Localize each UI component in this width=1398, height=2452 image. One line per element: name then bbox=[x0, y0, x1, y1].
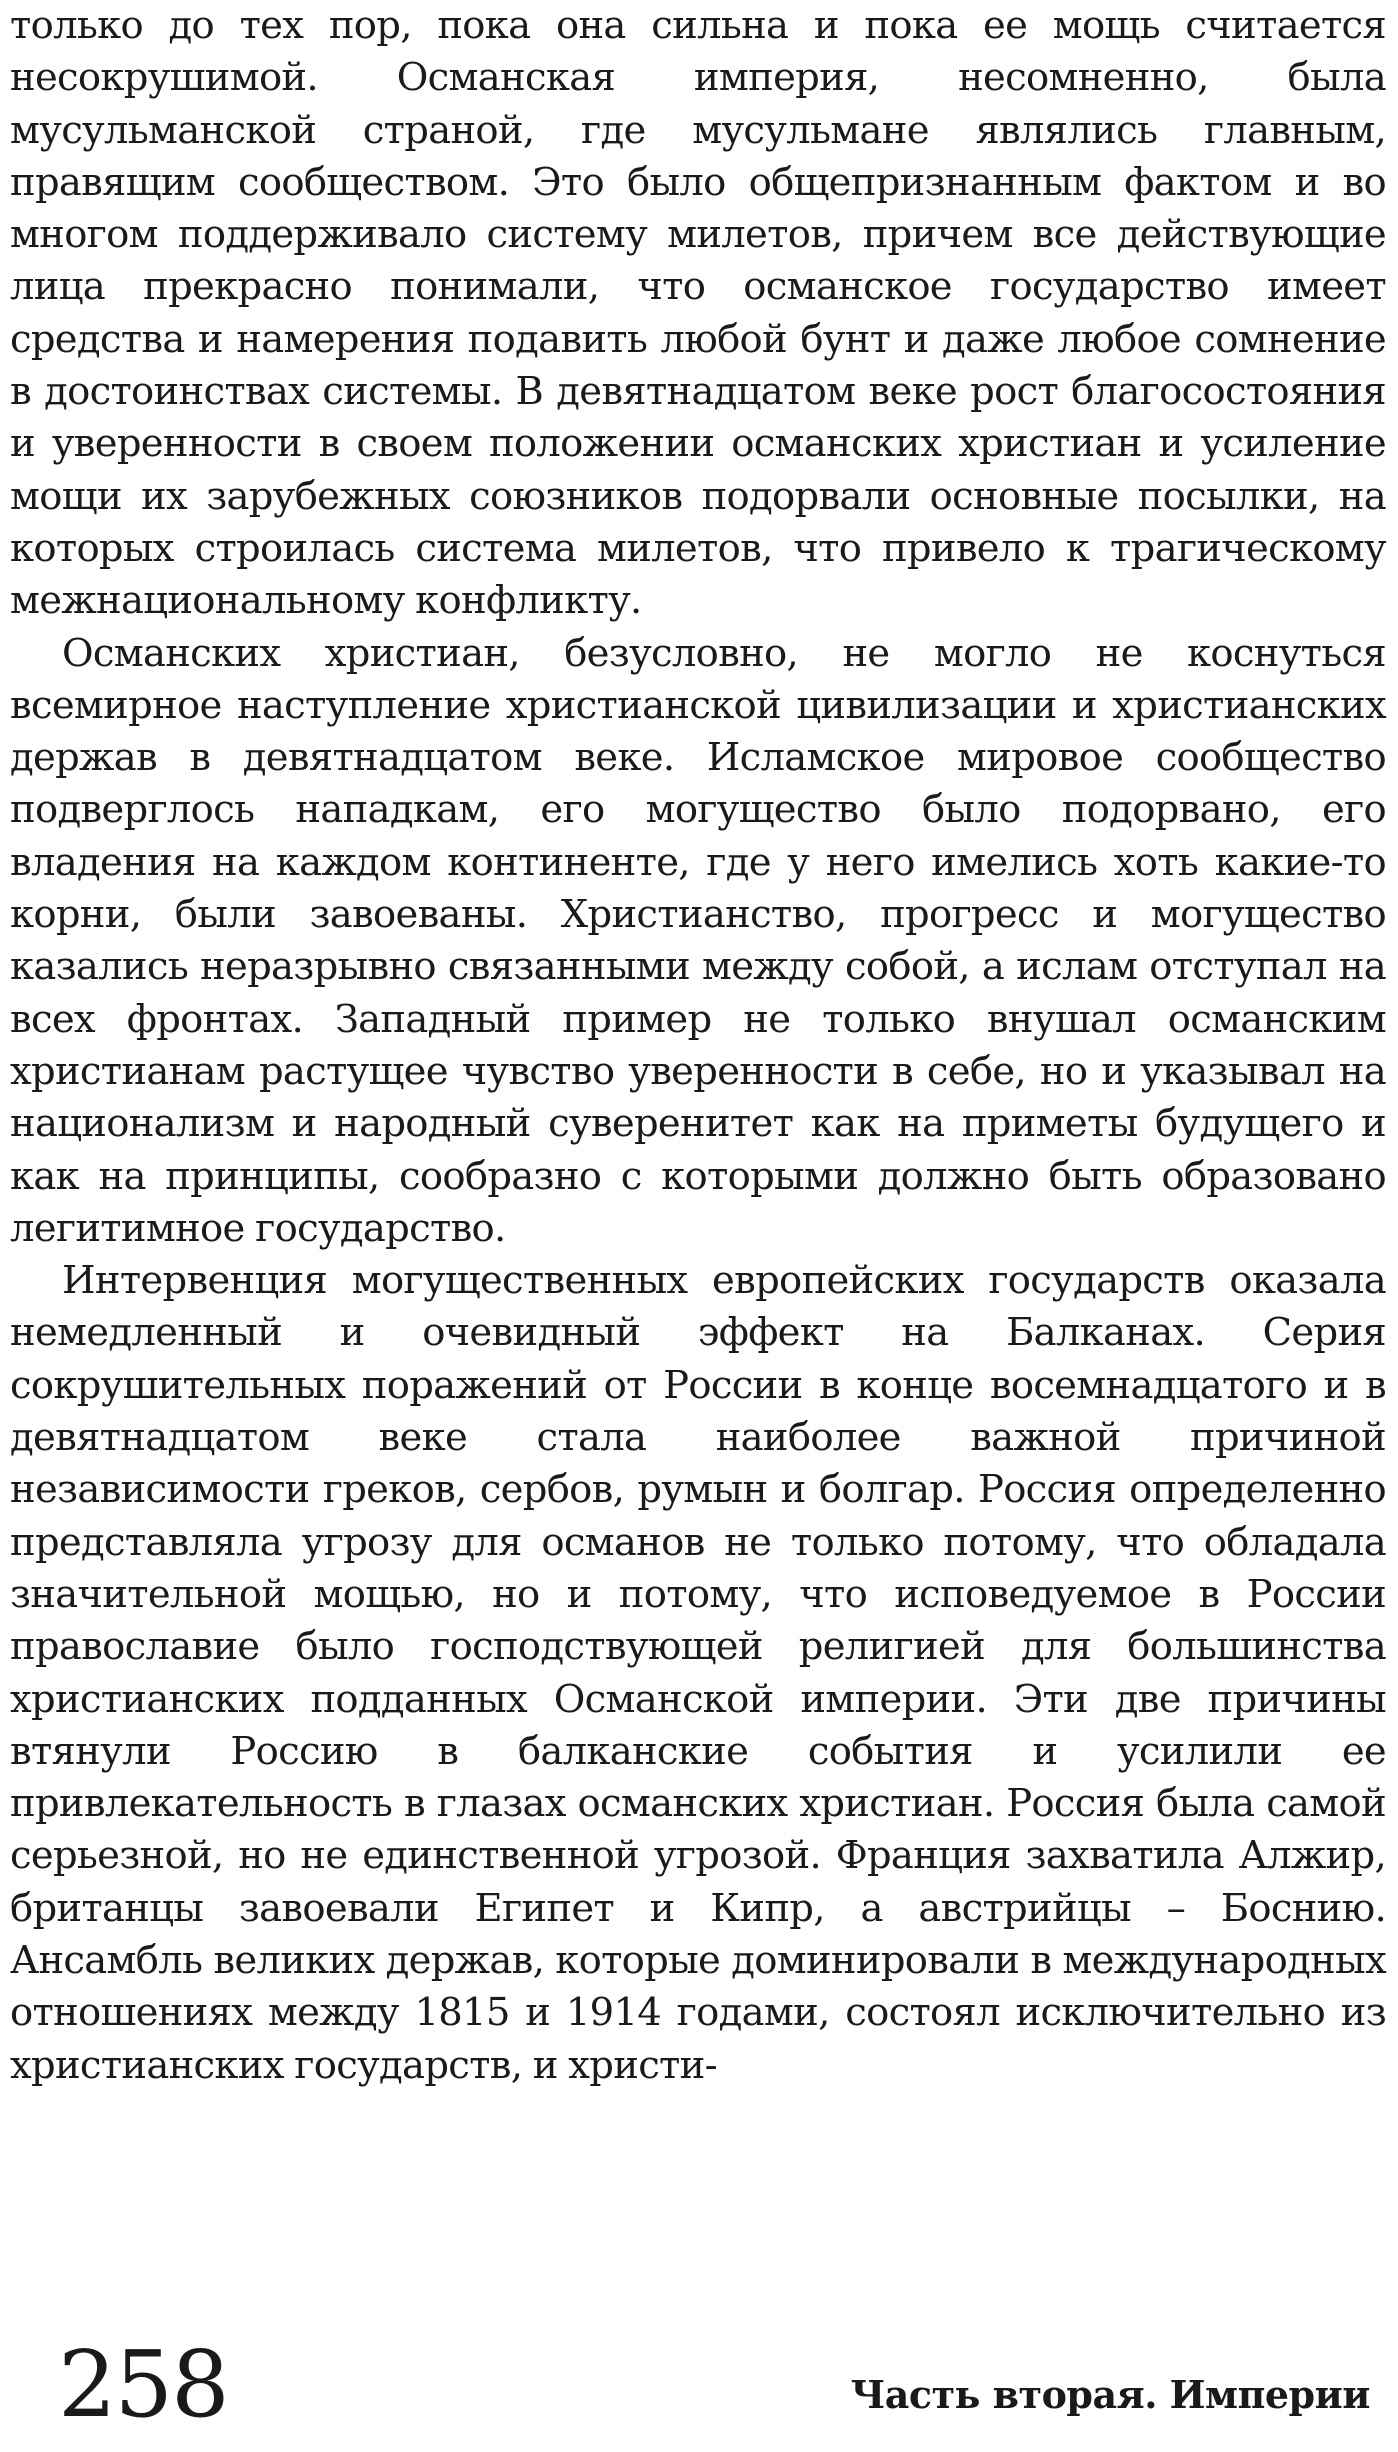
paragraph-2: Османских христиан, безусловно, не могло не коснуться всемирное наступление христианской цивилизации и христианских держав в девятнадцатом веке. Исламское мировое сообщество подверглось нападкам, его могущество было подорвано, его владения на каждом континенте, где у него имелись хоть какие-то корни, были завоеваны. Христианство, прогресс и могущество казались неразрывно связанными между собой, а ислам отступал на всех фронтах. Западный пример не только внушал османским христианам растущее чувство уверенности в себе, но и указывал на национализм и народный суверенитет как на приметы будущего и как на принципы, сообразно с которыми должно быть образовано легитимное государство. bbox=[10, 630, 1386, 1251]
page-number: 258 bbox=[58, 2331, 228, 2438]
body-text bbox=[10, 0, 1390, 2092]
paragraph-3: Интервенция могущественных европейских государств оказала немедленный и очевидный эффект на Балканах. Серия сокрушительных поражений от России в конце восемнадцатого и в девятнадцатом веке стала наиболее важной причиной независимости греков, сербов, румын и болгар. Россия определенно представляла угрозу для османов не только потому, что обладала значительной мощью, но и потому, что исповедуемое в России православие было господствующей религией для большинства христианских подданных Османской империи. Эти две причины втянули Россию в балканские события и усилили ее привлекательность в глазах османских христиан. Россия была самой серьезной, но не единственной угрозой. Франция захватила Алжир, британцы завоевали Египет и Кипр, а австрийцы – Боснию. Ансамбль великих держав, которые доминировали в международных отношениях между 1815 и 1914 годами, состоял исключительно из христианских государств, и христи- bbox=[10, 1258, 1386, 2088]
paragraph-1: только до тех пор, пока она сильна и пока ее мощь считается несокрушимой. Османская империя, несомненно, была мусульманской страной, где мусульмане являлись главным, правящим сообществом. Это было общепризнанным фактом и во многом поддерживало систему милетов, причем все действующие лица прекрасно понимали, что османское государство имеет средства и намерения подавить любой бунт и даже любое сомнение в достоинствах системы. В девятнадцатом веке рост благосостояния и уверенности в своем положении османских христиан и усиление мощи их зарубежных союзников подорвали основные посылки, на которых строилась система милетов, что привело к трагическому межнациональному конфликту. bbox=[10, 3, 1386, 624]
running-head: Часть вторая. Империи bbox=[850, 2372, 1370, 2417]
page-footer bbox=[48, 2330, 1370, 2440]
